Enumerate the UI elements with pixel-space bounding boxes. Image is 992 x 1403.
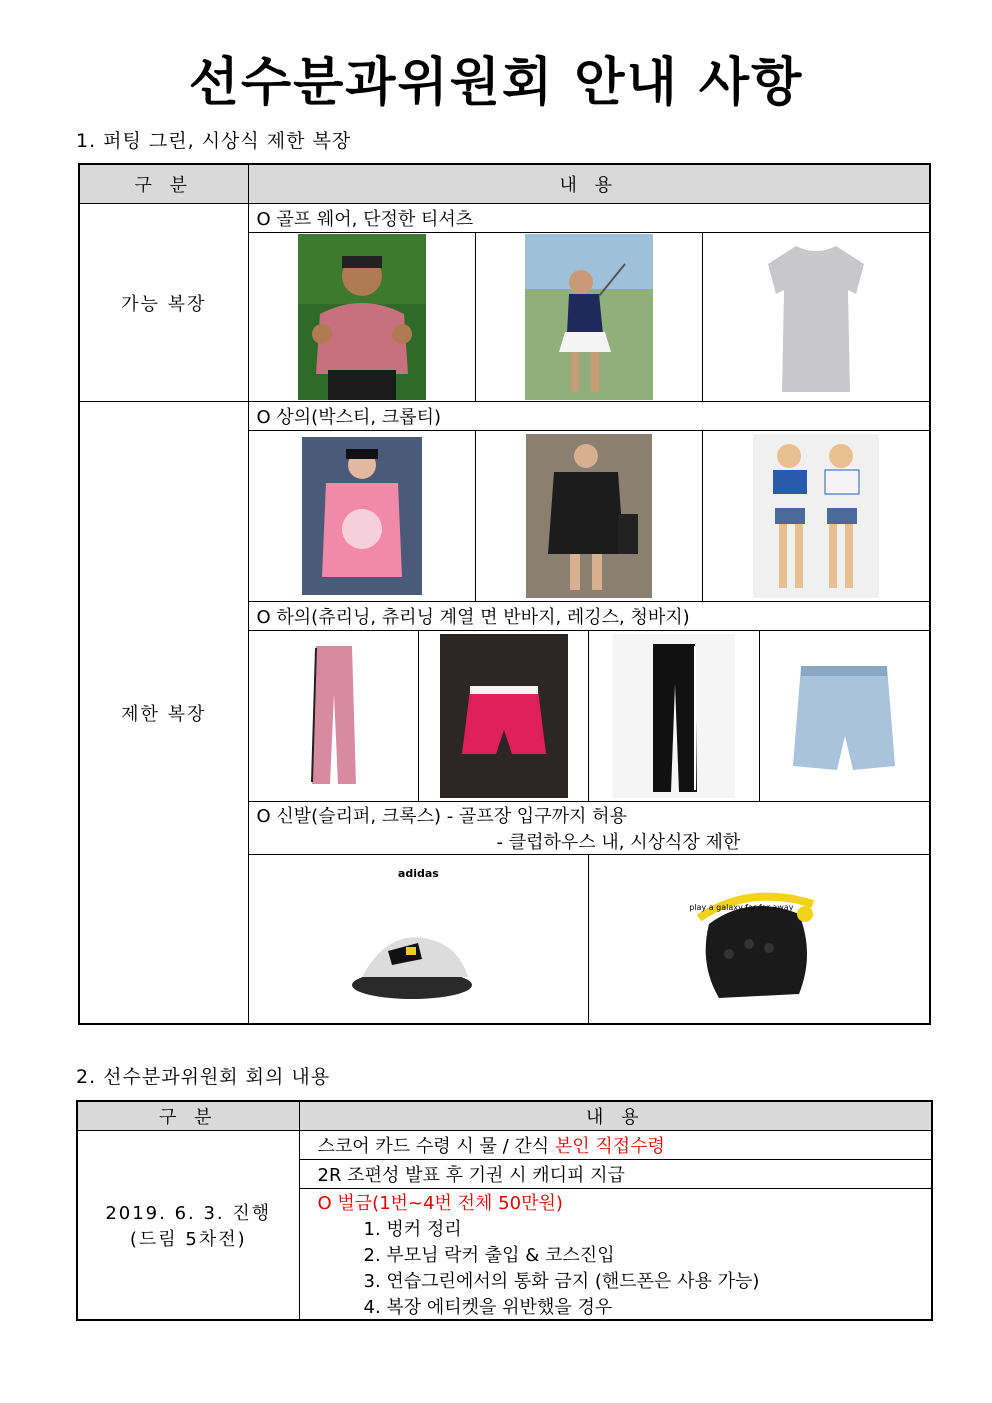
croc-strap-text: play a galaxy far far away	[689, 903, 794, 912]
row-fines	[299, 1189, 932, 1321]
row-scorecard-highlight: 본인 직접수령	[554, 1136, 665, 1157]
row-withdrawal: 2R 조편성 발표 후 기권 시 캐디피 지급	[299, 1160, 932, 1189]
restricted-shoes-line	[248, 802, 930, 855]
meeting-date-cell	[77, 1131, 299, 1321]
golfer-man-photo	[249, 233, 475, 401]
allowed-category: 가능 복장	[79, 204, 248, 402]
row-scorecard	[299, 1131, 932, 1160]
tops-images	[248, 431, 930, 602]
shoes-line-1: O 신발(슬리퍼, 크록스) - 골프장 입구까지 허용	[256, 806, 627, 827]
header-category: 구 분	[79, 164, 248, 204]
section-2-heading: 2. 선수분과위원회 회의 내용	[76, 1066, 331, 1088]
shoes-line-2: - 클럽하우스 내, 시상식장 제한	[496, 832, 741, 853]
shoes-images	[248, 855, 930, 1025]
row-scorecard-text: 스코어 카드 수령 시 물 / 간식	[317, 1136, 555, 1157]
restricted-bottoms-line: O 하의(츄리닝, 츄리닝 계열 면 반바지, 레깅스, 청바지)	[248, 602, 930, 631]
t2-header-content: 내 용	[299, 1101, 932, 1131]
denim-shorts-photo	[759, 631, 929, 801]
page-title: 선수분과위원회 안내 사항	[188, 53, 804, 113]
fine-item: 4. 복장 에티켓을 위반했을 경우	[363, 1297, 613, 1318]
section-1-heading: 1. 퍼팅 그린, 시상식 제한 복장	[76, 130, 352, 152]
fine-item: 1. 벙커 정리	[363, 1219, 462, 1240]
adidas-logo: adidas	[397, 867, 439, 880]
adidas-slide-photo	[249, 855, 589, 1023]
allowed-images	[248, 233, 930, 402]
allowed-line: O 골프 웨어, 단정한 티셔츠	[248, 204, 930, 233]
leggings-photo	[588, 631, 758, 801]
restricted-category: 제한 복장	[79, 402, 248, 1025]
golfer-woman-photo	[475, 233, 702, 401]
box-tee-photo-1	[249, 431, 475, 601]
dress-code-table	[78, 163, 931, 1025]
meeting-round: (드림 5차전)	[129, 1229, 247, 1250]
bottoms-images	[248, 631, 930, 802]
box-tee-photo-2	[475, 431, 702, 601]
crocs-photo	[588, 855, 929, 1023]
pink-shorts-photo	[418, 631, 588, 801]
fine-item: 3. 연습그린에서의 통화 금지 (핸드폰은 사용 가능)	[363, 1271, 760, 1292]
fine-heading: O 벌금(1번~4번 전체 50만원)	[317, 1193, 563, 1214]
crop-tee-photo	[702, 431, 929, 601]
header-content: 내 용	[248, 164, 930, 204]
meeting-date: 2019. 6. 3. 진행	[105, 1203, 272, 1224]
pink-jogger-photo	[249, 631, 418, 801]
t2-header-category: 구 분	[77, 1101, 299, 1131]
restricted-tops-line: O 상의(박스티, 크롭티)	[248, 402, 930, 431]
grey-tshirt-photo	[702, 233, 929, 401]
meeting-table	[76, 1100, 933, 1321]
fine-item: 2. 부모님 락커 출입 & 코스진입	[363, 1245, 615, 1266]
